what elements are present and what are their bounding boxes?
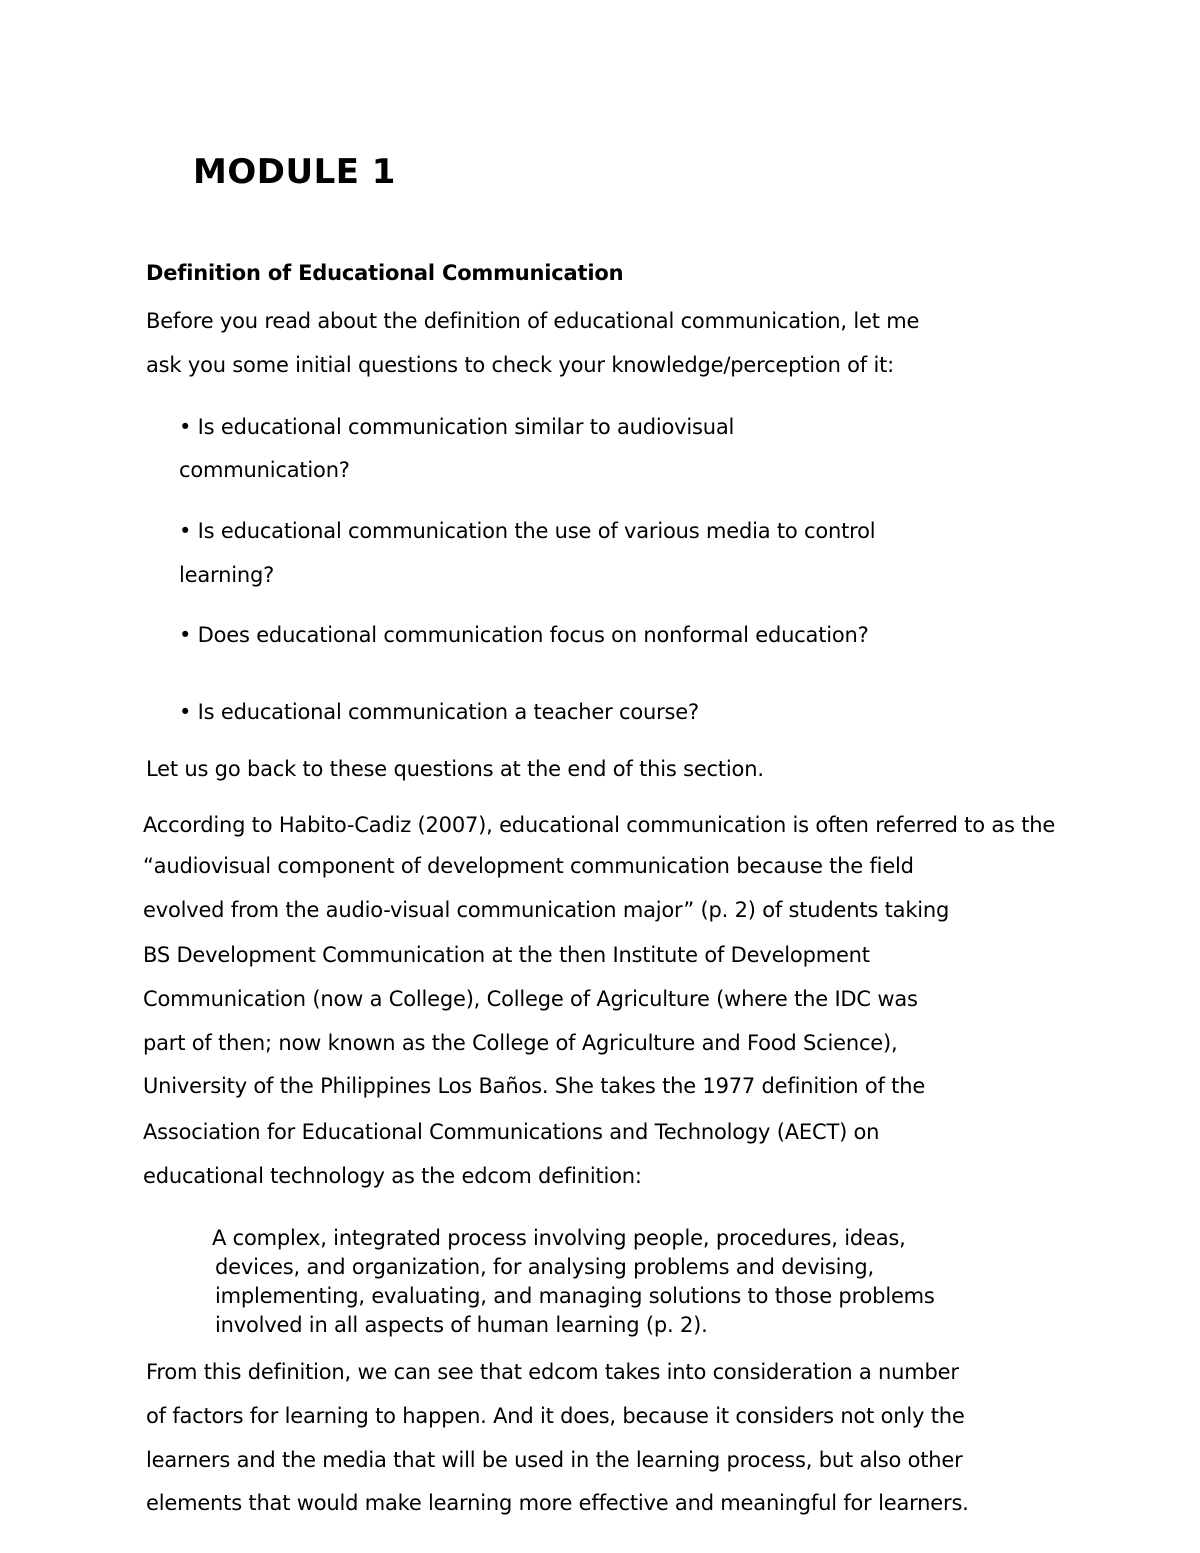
paragraph-line: From this definition, we can see that edcom takes into consideration a number	[146, 1360, 959, 1384]
paragraph-line: elements that would make learning more effective and meaningful for learners.	[146, 1491, 969, 1515]
paragraph-line: University of the Philippines Los Baños. She takes the 1977 definition of the	[143, 1074, 926, 1098]
question-item: • Is educational communication similar to audiovisual	[179, 415, 735, 439]
return-note: Let us go back to these questions at the end of this section.	[146, 757, 764, 781]
intro-line: ask you some initial questions to check your knowledge/perception of it:	[146, 353, 895, 377]
paragraph-line: Communication (now a College), College of Agriculture (where the IDC was	[143, 987, 918, 1011]
paragraph-line: of factors for learning to happen. And it does, because it considers not only the	[146, 1404, 965, 1428]
quote-line: devices, and organization, for analysing problems and devising,	[215, 1255, 875, 1279]
paragraph-line: BS Development Communication at the then Institute of Development	[143, 943, 870, 967]
question-item: • Is educational communication the use of various media to control	[179, 519, 876, 543]
paragraph-line: learners and the media that will be used in the learning process, but also other	[146, 1448, 963, 1472]
paragraph-line: Association for Educational Communications and Technology (AECT) on	[143, 1120, 880, 1144]
intro-line: Before you read about the definition of educational communication, let me	[146, 309, 920, 333]
paragraph-line: According to Habito-Cadiz (2007), educational communication is often referred to as the	[143, 813, 1056, 837]
section-heading: Definition of Educational Communication	[146, 261, 624, 285]
quote-line: implementing, evaluating, and managing solutions to those problems	[215, 1284, 935, 1308]
paragraph-line: educational technology as the edcom definition:	[143, 1164, 642, 1188]
question-item: • Is educational communication a teacher course?	[179, 700, 699, 724]
question-item: • Does educational communication focus on nonformal education?	[179, 623, 869, 647]
question-item-continuation: learning?	[179, 563, 275, 587]
module-title: MODULE 1	[193, 152, 396, 192]
quote-line: A complex, integrated process involving people, procedures, ideas,	[212, 1226, 906, 1250]
question-item-continuation: communication?	[179, 458, 350, 482]
paragraph-line: part of then; now known as the College of Agriculture and Food Science),	[143, 1031, 898, 1055]
quote-line: involved in all aspects of human learning (p. 2).	[215, 1313, 708, 1337]
paragraph-line: “audiovisual component of development communication because the field	[143, 854, 914, 878]
paragraph-line: evolved from the audio-visual communication major” (p. 2) of students taking	[143, 898, 950, 922]
